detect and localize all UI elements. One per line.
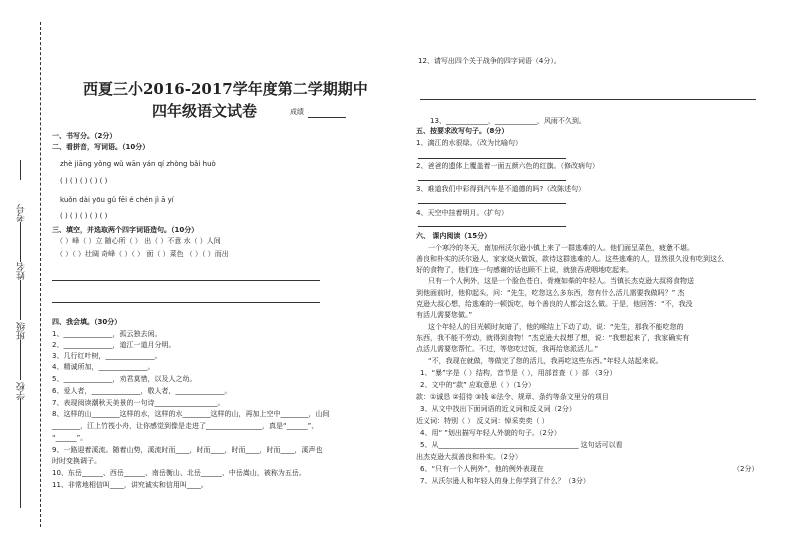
answer-brackets-row-1[interactable]: ( ) ( ) ( ) ( ) ( ) xyxy=(60,177,108,185)
passage-line-8: 这个年轻人的目光顿时灰暗了，他的喉结上下动了动，说：“先生，那我不能吃您的 xyxy=(428,323,684,331)
rewrite-1-line[interactable] xyxy=(418,158,566,159)
rewrite-3: 3、难道我们中彩得到汽车是不道德的吗?（改陈述句） xyxy=(416,185,586,193)
rewrite-2-line[interactable] xyxy=(418,180,566,181)
q1[interactable]: 1、______________，孤云独去闲。 xyxy=(52,330,162,338)
rewrite-2: 2、爸爸的遗体上覆盖着一面五颜六色的红旗。（修改病句） xyxy=(416,162,599,170)
label-school: 学校 xyxy=(17,382,27,400)
score-blank[interactable] xyxy=(308,117,346,118)
class-field-line[interactable] xyxy=(20,340,21,380)
reading-q1[interactable]: 1、“暴”字是（ ）结构，音节是（ ），用部首查（ ）部 （3分） xyxy=(420,369,617,377)
sentence-line-2[interactable] xyxy=(52,302,320,303)
fill-row-1[interactable]: （ ）峰（ ）立 随心所（ ） 出（ ）不意 水（ ）人间 xyxy=(56,237,221,245)
rewrite-1: 1、漓江的水很绿。（改为比喻句） xyxy=(416,139,522,147)
q11[interactable]: 11、非常地相信叫____，讲究诚实和信用叫____。 xyxy=(52,481,208,489)
q6[interactable]: 6、爱人者，______________，敬人者，______________。 xyxy=(52,387,232,395)
reading-q2-options: 款：①诚恳 ②招待 ③钱 ④法令、规章、条约等条文里分的项目 xyxy=(416,393,609,401)
label-class: 班级 xyxy=(17,322,27,340)
q9-line-2: 时时变换调子。 xyxy=(52,457,101,465)
pinyin-row-2: kuǒn dài yōu gǔ fēi é chén jì ā yí xyxy=(60,196,174,204)
passage-line-11: “不，我现在就做，等做完了您的活儿，我再吃这些东西。”年轻人站起来说。 xyxy=(428,357,663,365)
section-3-heading: 三、填空，并选取两个四字词语造句。（10分） xyxy=(52,226,199,234)
q9-line-1[interactable]: 9、一路迎着溪流。随着山势，溪流时而____，时而____，时而____，时而____，溪声也 xyxy=(52,446,323,454)
q8-line-1[interactable]: 8、这样的山________这样的水，这样的水________这样的山，再加上空中________，山间 xyxy=(52,410,330,418)
passage-line-6: 克逊大叔心想，给逃难的一顿饭吃，每个善良的人都会这么做。于是，他回答：“不，我没 xyxy=(416,300,693,308)
pinyin-row-1: zhè jiāng yǒng wǔ wān yán qí zhòng bǎi huò xyxy=(60,160,216,168)
q8-line-3[interactable]: “______”。 xyxy=(52,434,88,442)
label-name: 姓名 xyxy=(17,262,27,280)
q7[interactable]: 7、表现阅读潮秋天美景的一句诗__________________。 xyxy=(52,399,225,407)
rewrite-4: 4、天空中挂着明月。（扩句） xyxy=(416,209,508,217)
number-field-line[interactable] xyxy=(20,222,21,262)
reading-q2[interactable]: 2、文中的“款” 应取意思（ ）（1分） xyxy=(420,381,536,389)
passage-line-2: 善良和朴实的沃尔逊人，家家烧火做饭，款待这群逃难的人。这些逃难的人，显然很久没有吃到这么 xyxy=(416,255,724,263)
binding-line xyxy=(40,22,41,527)
q10[interactable]: 10、东岳______、西岳______、南岳衡山、北岳______、中岳嵩山，被称为五岳。 xyxy=(52,469,306,477)
sentence-line-1[interactable] xyxy=(52,280,320,281)
passage-line-4: 只有一个人例外，这是一个脸色苍白、骨瘦如柴的年轻人。当镇长杰克逊大叔将食物送 xyxy=(428,277,694,285)
q4[interactable]: 4、精诚所加，______________。 xyxy=(52,363,155,371)
q5[interactable]: 5、______________，劝君莫惜，以及人之幼。 xyxy=(52,375,197,383)
section-5-heading: 五、按要求改写句子。（8分） xyxy=(416,127,509,135)
section-2-heading: 二、看拼音，写词语。（10分） xyxy=(52,143,150,151)
passage-line-1: 一个寒冷的冬天，南加州沃尔逊小镇上来了一群逃难的人。他们面呈菜色，疲惫不堪。 xyxy=(428,244,694,252)
q12: 12、请写出四个关于战争的四字词语（4分）。 xyxy=(418,57,561,65)
q2[interactable]: 2、______________，道江一道月分明。 xyxy=(52,341,176,349)
section-1-heading: 一、书写分。（2分） xyxy=(52,132,117,140)
reading-q4: 4、用“ ”划出描写年轻人外貌的句子。（2分） xyxy=(420,429,561,437)
rewrite-4-line[interactable] xyxy=(418,226,566,227)
margin-rule xyxy=(20,160,21,180)
q12-answer-line[interactable] xyxy=(420,99,756,100)
reading-q3: 3、从文中找出下面词语的近义词和反义词（2分） xyxy=(420,405,576,413)
passage-line-9: 东西，我不能不劳动，就得到食物！”杰克逊大叔想了想，说：“我想起来了，我家确实有 xyxy=(416,334,690,342)
label-number: 考号 xyxy=(17,204,27,222)
reading-q6-score: （2分） xyxy=(733,465,759,473)
section-6-heading: 六、 课内阅读（15分） xyxy=(416,232,492,240)
exam-title: 西夏三小2016-2017学年度第二学期期中 xyxy=(83,80,368,98)
q8-line-2[interactable]: ________，江上竹筏小舟，让你感觉到像是走进了________________，真是“______”、 xyxy=(52,422,319,430)
q13[interactable]: 13、____________，____________，风雨不久到。 xyxy=(430,117,586,125)
passage-line-7: 有活儿需要您做。” xyxy=(416,311,473,319)
school-field-line[interactable] xyxy=(20,398,21,508)
answer-brackets-row-2[interactable]: ( ) ( ) ( ) ( ) ( ) xyxy=(60,212,108,220)
passage-line-5: 到他面前时，他仰起头，问：“先生，吃您这么多东西，您有什么活儿需要我做吗？” 杰 xyxy=(416,289,685,297)
reading-q7: 7、从沃尔逊人和年轻人的身上你学到了什么？（3分） xyxy=(420,477,590,485)
reading-q6: 6、“只有一个人例外”，他的例外表现在 xyxy=(420,465,544,473)
reading-q3-blanks[interactable]: 近义词：特别（ ） 反义词：悼采奕奕（ ） xyxy=(416,417,549,425)
passage-line-10: 点活儿需要您帮忙。不过，等您吃过饭，我再给您派活儿。” xyxy=(416,345,599,353)
name-field-line[interactable] xyxy=(20,280,21,320)
rewrite-3-line[interactable] xyxy=(418,203,566,204)
section-4-heading: 四、我会填。（30分） xyxy=(52,318,122,326)
fill-row-2[interactable]: （ ）（ ）壮阔 奇峰（ ）（ ） 面（ ）菜色 （ ）（ ）而出 xyxy=(56,250,229,258)
reading-q5[interactable]: 5、从________________________________________ 这句话可以看 xyxy=(420,441,623,449)
score-label: 成绩 xyxy=(290,108,304,116)
q3[interactable]: 3、几行红叶树，______________。 xyxy=(52,352,162,360)
reading-q5-cont: 出杰克逊大叔善良和朴实。（2分） xyxy=(416,453,522,461)
exam-subtitle: 四年级语文试卷 xyxy=(152,102,258,120)
passage-line-3: 好的食物了，他们连一句感谢的话也顾不上说，就狼吞虎咽地吃起来。 xyxy=(416,266,633,274)
